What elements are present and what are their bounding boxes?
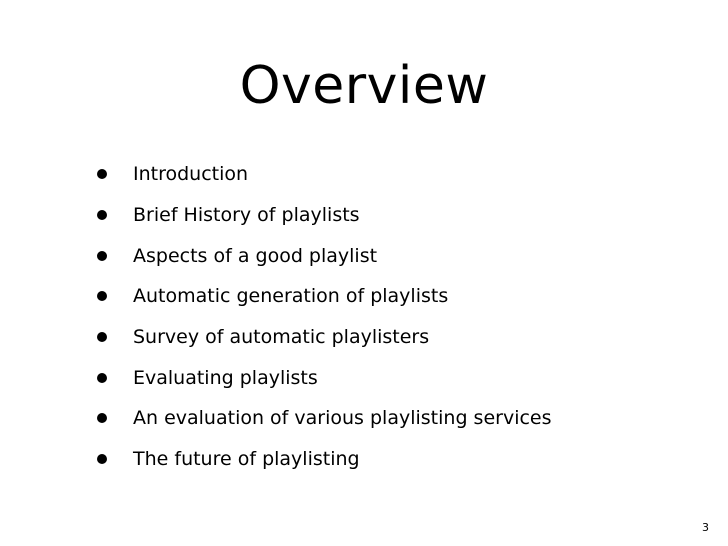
bullet-text: Brief History of playlists [133, 204, 360, 227]
bullet-icon [97, 210, 107, 220]
bullet-item-future [92, 439, 552, 480]
bullet-text: The future of playlisting [133, 448, 360, 471]
bullet-icon [97, 373, 107, 383]
bullet-text: Survey of automatic playlisters [133, 326, 430, 349]
bullet-icon [97, 251, 107, 261]
bullet-item-survey [92, 317, 552, 358]
page-number: 3 [702, 521, 709, 534]
bullet-text: Introduction [133, 163, 249, 186]
bullet-icon [97, 169, 107, 179]
bullet-item-evaluating [92, 357, 552, 398]
bullet-icon [97, 332, 107, 342]
bullet-list [92, 154, 552, 480]
bullet-icon [97, 291, 107, 301]
bullet-text: An evaluation of various playlisting services [133, 407, 552, 430]
bullet-icon [97, 413, 107, 423]
bullet-text: Aspects of a good playlist [133, 244, 378, 267]
bullet-text: Automatic generation of playlists [133, 285, 449, 308]
bullet-item-evaluation-services [92, 398, 552, 439]
bullet-text: Evaluating playlists [133, 366, 318, 389]
bullet-item-automatic-generation [92, 276, 552, 317]
bullet-item-aspects [92, 235, 552, 276]
bullet-icon [97, 454, 107, 464]
slide-title: Overview [239, 56, 489, 116]
bullet-item-brief-history [92, 195, 552, 236]
bullet-item-introduction [92, 154, 552, 195]
